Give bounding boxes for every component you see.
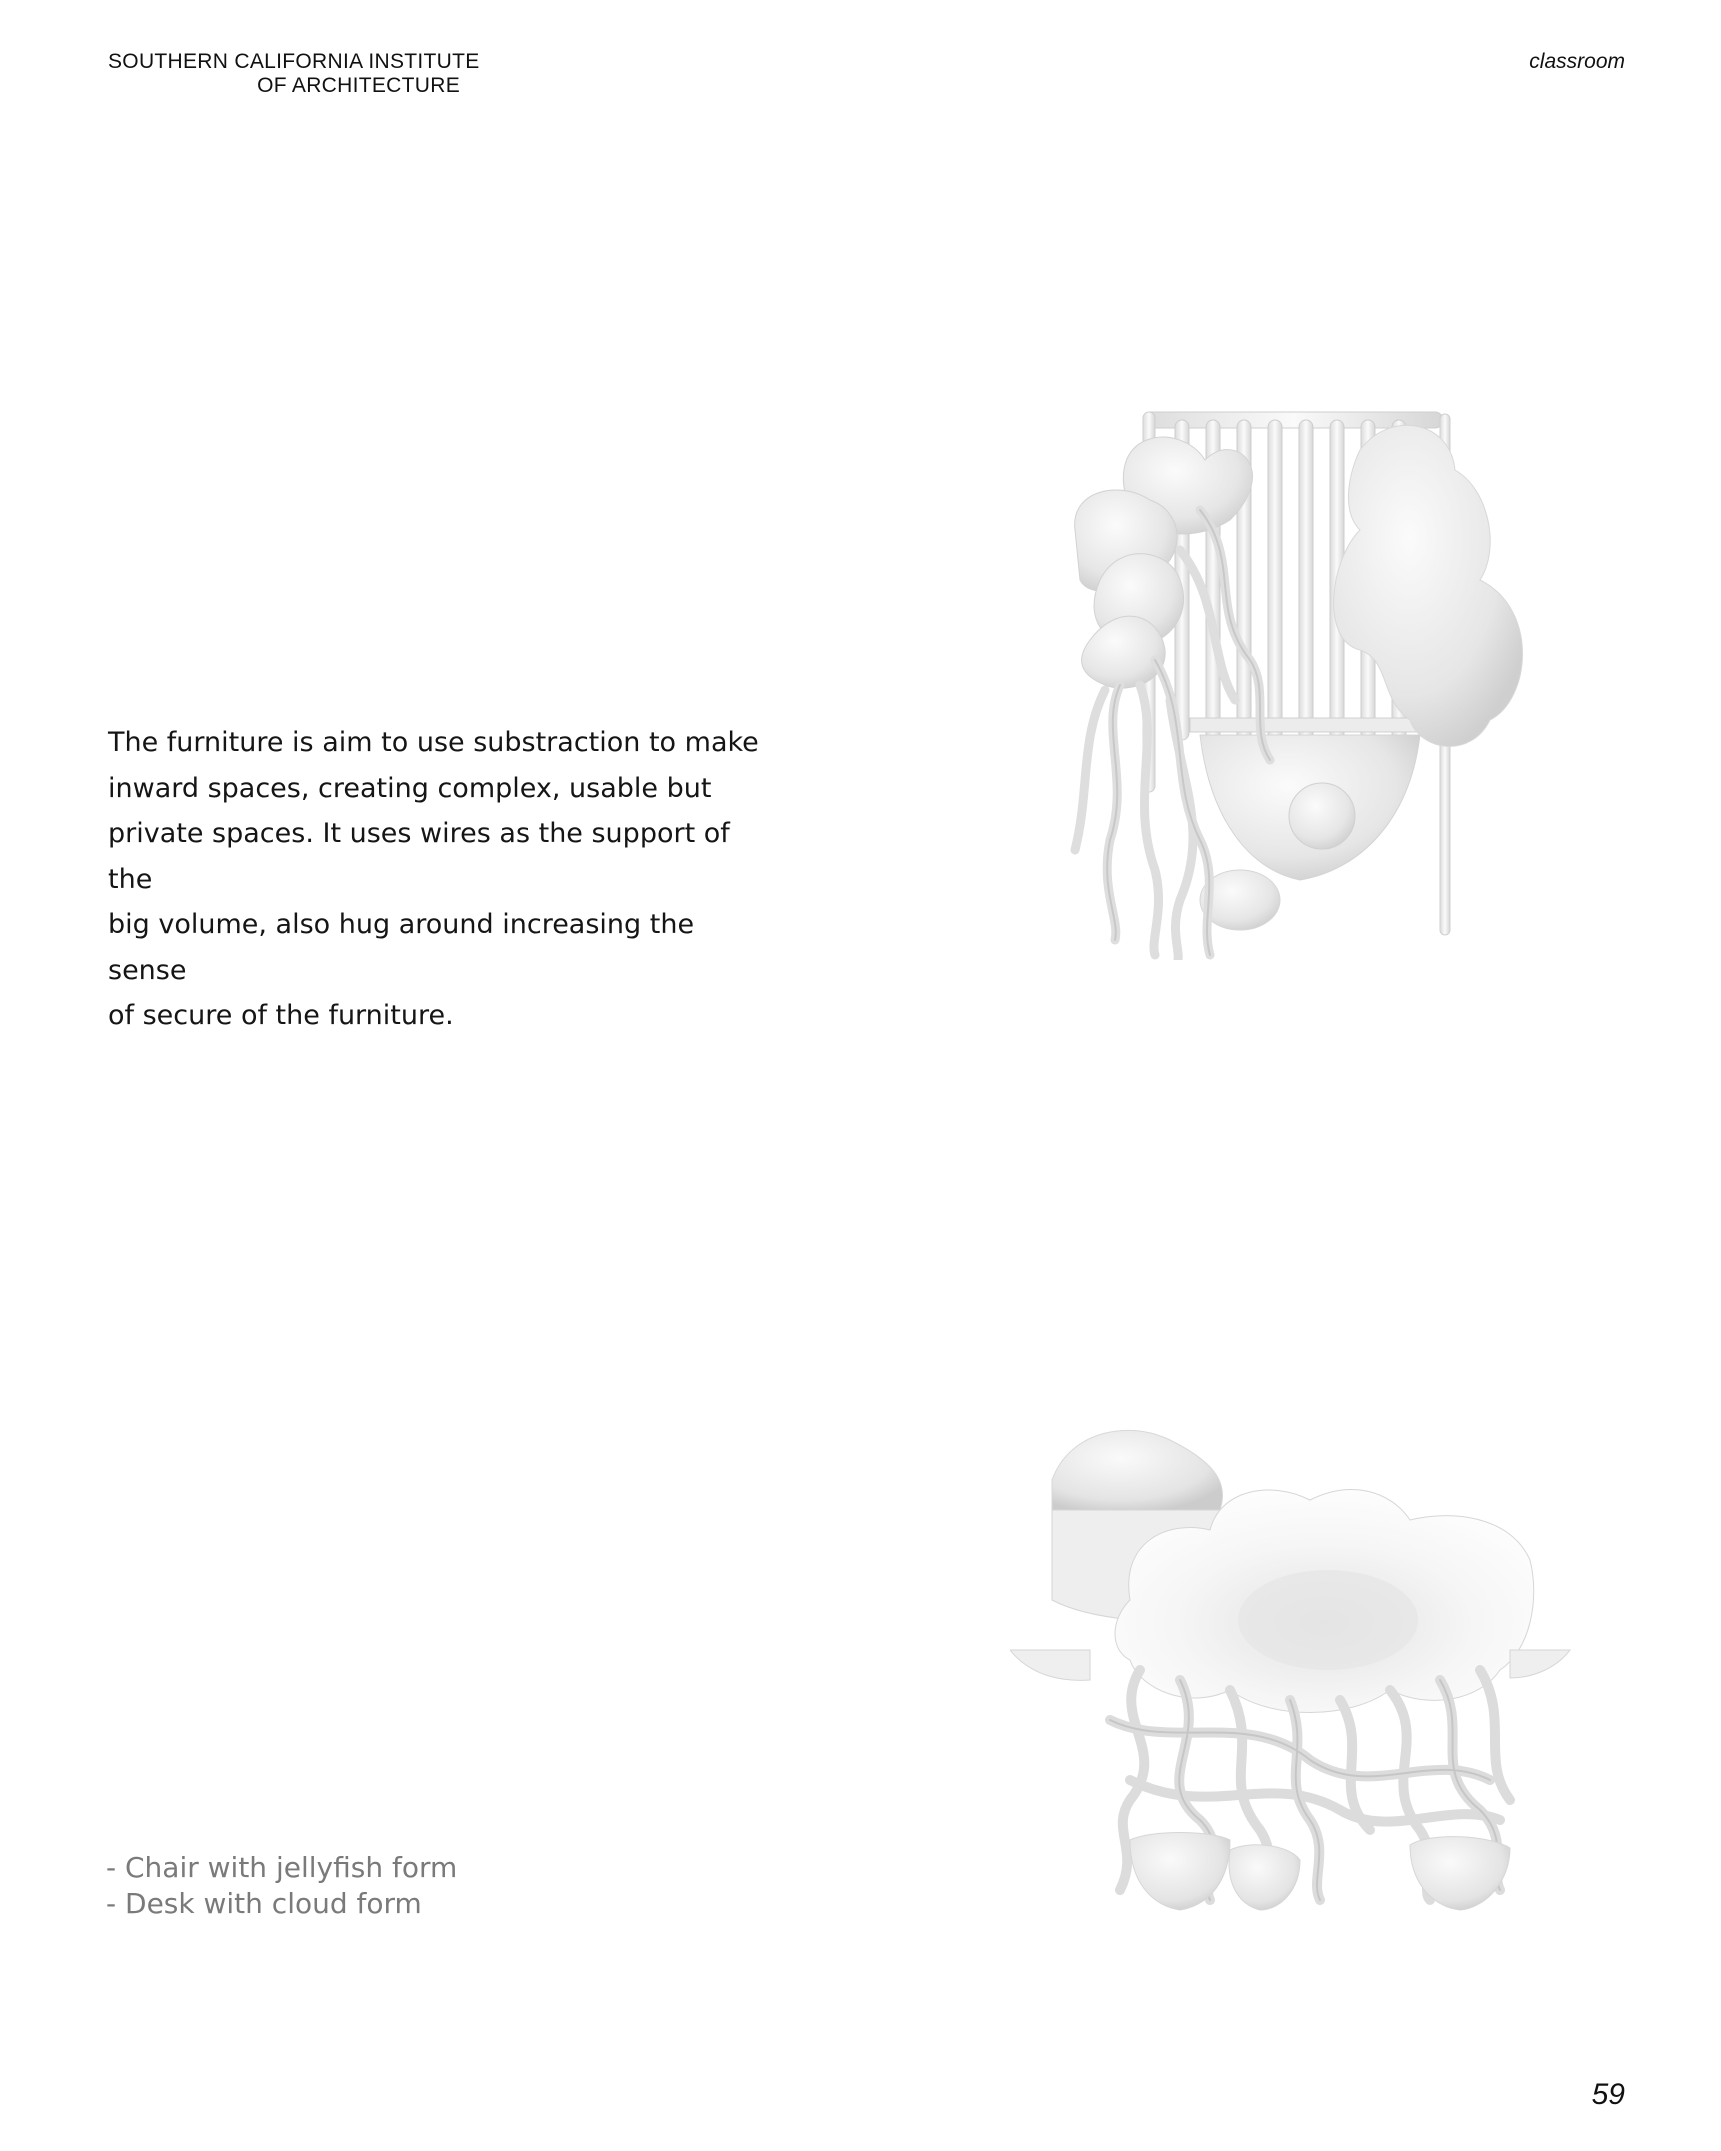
description-line: of secure of the furniture. [108,1000,454,1031]
institution-line-1: SOUTHERN CALIFORNIA INSTITUTE [108,50,480,73]
description-line: inward spaces, creating complex, usable but [108,772,712,804]
description-line: private spaces. It uses wires as the support of the [108,818,730,895]
desk-render-image [1010,1420,1590,1920]
institution-name [108,50,480,98]
section-label: classroom [1529,50,1625,73]
caption-desk: - Desk with cloud form [106,1887,422,1920]
caption-list [106,1850,457,1922]
caption-chair: - Chair with jellyfish form [106,1851,458,1884]
chair-render-image [1060,400,1560,960]
description-line: big volume, also hug around increasing the sense [108,909,695,986]
description-paragraph [108,720,768,1039]
institution-line-2: OF ARCHITECTURE [257,74,460,97]
description-line: The furniture is aim to use substraction to make [108,727,759,758]
page-number: 59 [1591,2078,1625,2111]
